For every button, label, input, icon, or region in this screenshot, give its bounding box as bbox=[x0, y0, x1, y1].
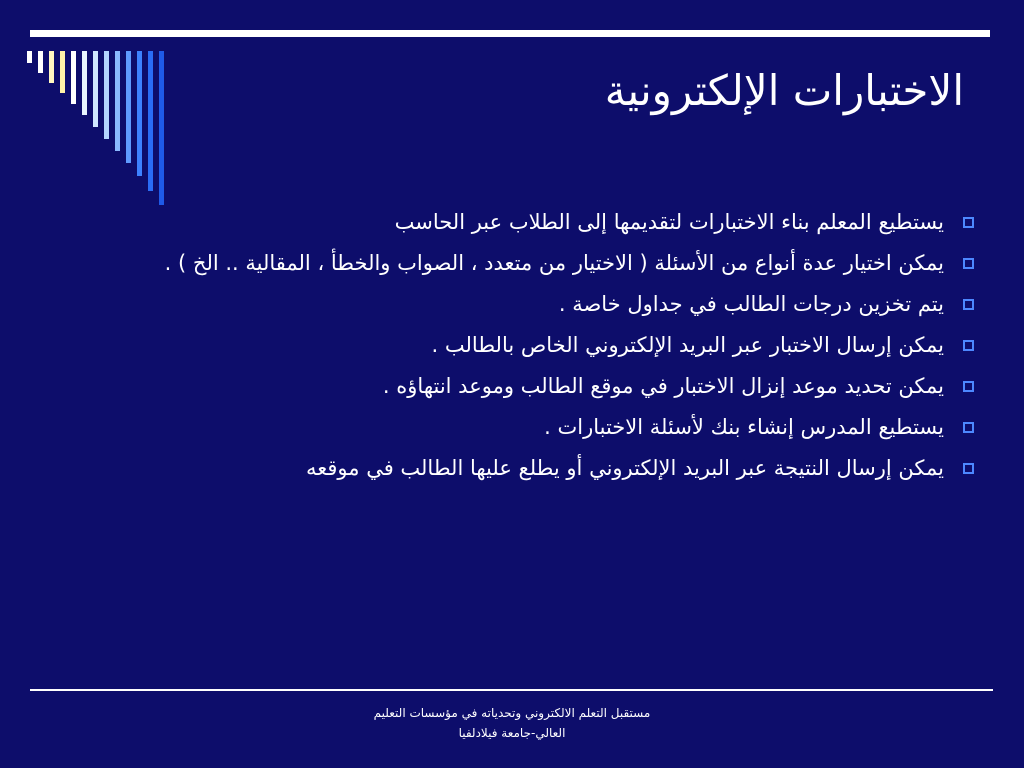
bullet-text: يمكن إرسال النتيجة عبر البريد الإلكتروني أو يطلع عليها الطالب في موقعه bbox=[306, 456, 944, 480]
decorative-bar bbox=[137, 51, 142, 176]
bullet-text: يمكن اختيار عدة أنواع من الأسئلة ( الاختيار من متعدد ، الصواب والخطأ ، المقالية .. الخ ) . bbox=[164, 251, 944, 275]
bullet-item bbox=[46, 449, 976, 487]
decorative-bar bbox=[27, 51, 32, 63]
hollow-square-bullet-icon bbox=[963, 381, 974, 392]
bullet-text: يتم تخزين درجات الطالب في جداول خاصة . bbox=[558, 292, 944, 316]
bullet-item bbox=[46, 408, 976, 446]
hollow-square-bullet-icon bbox=[963, 217, 974, 228]
footer-line: العالي-جامعة فيلادلفيا bbox=[458, 726, 566, 740]
decorative-bars bbox=[27, 51, 172, 211]
bullet-item bbox=[46, 285, 976, 323]
bullet-item bbox=[46, 326, 976, 364]
decorative-bar bbox=[104, 51, 109, 139]
bottom-rule bbox=[30, 689, 993, 691]
decorative-bar bbox=[115, 51, 120, 151]
slide-title: الاختبارات الإلكترونية bbox=[604, 66, 964, 115]
hollow-square-bullet-icon bbox=[963, 299, 974, 310]
top-rule bbox=[30, 30, 990, 37]
bullet-text: يستطيع المدرس إنشاء بنك لأسئلة الاختبارات . bbox=[544, 415, 944, 439]
bullet-item bbox=[46, 244, 976, 282]
decorative-bar bbox=[159, 51, 164, 205]
decorative-bar bbox=[49, 51, 54, 83]
decorative-bar bbox=[38, 51, 43, 73]
bullet-item bbox=[46, 203, 976, 241]
bullet-text: يمكن إرسال الاختبار عبر البريد الإلكتروني الخاص بالطالب . bbox=[431, 333, 944, 357]
decorative-bar bbox=[60, 51, 65, 93]
footer-line: مستقبل التعلم الالكتروني وتحدياته في مؤسسات التعليم bbox=[373, 706, 651, 720]
decorative-bar bbox=[93, 51, 98, 127]
decorative-bar bbox=[148, 51, 153, 191]
bullet-text: يستطيع المعلم بناء الاختبارات لتقديمها إلى الطلاب عبر الحاسب bbox=[394, 210, 944, 234]
hollow-square-bullet-icon bbox=[963, 340, 974, 351]
bullet-item bbox=[46, 367, 976, 405]
hollow-square-bullet-icon bbox=[963, 258, 974, 269]
slide-footer bbox=[312, 703, 712, 743]
decorative-bar bbox=[71, 51, 76, 104]
bullet-list bbox=[46, 203, 976, 490]
decorative-bar bbox=[126, 51, 131, 163]
decorative-bar bbox=[82, 51, 87, 115]
bullet-text: يمكن تحديد موعد إنزال الاختبار في موقع الطالب وموعد انتهاؤه . bbox=[382, 374, 944, 398]
hollow-square-bullet-icon bbox=[963, 463, 974, 474]
hollow-square-bullet-icon bbox=[963, 422, 974, 433]
